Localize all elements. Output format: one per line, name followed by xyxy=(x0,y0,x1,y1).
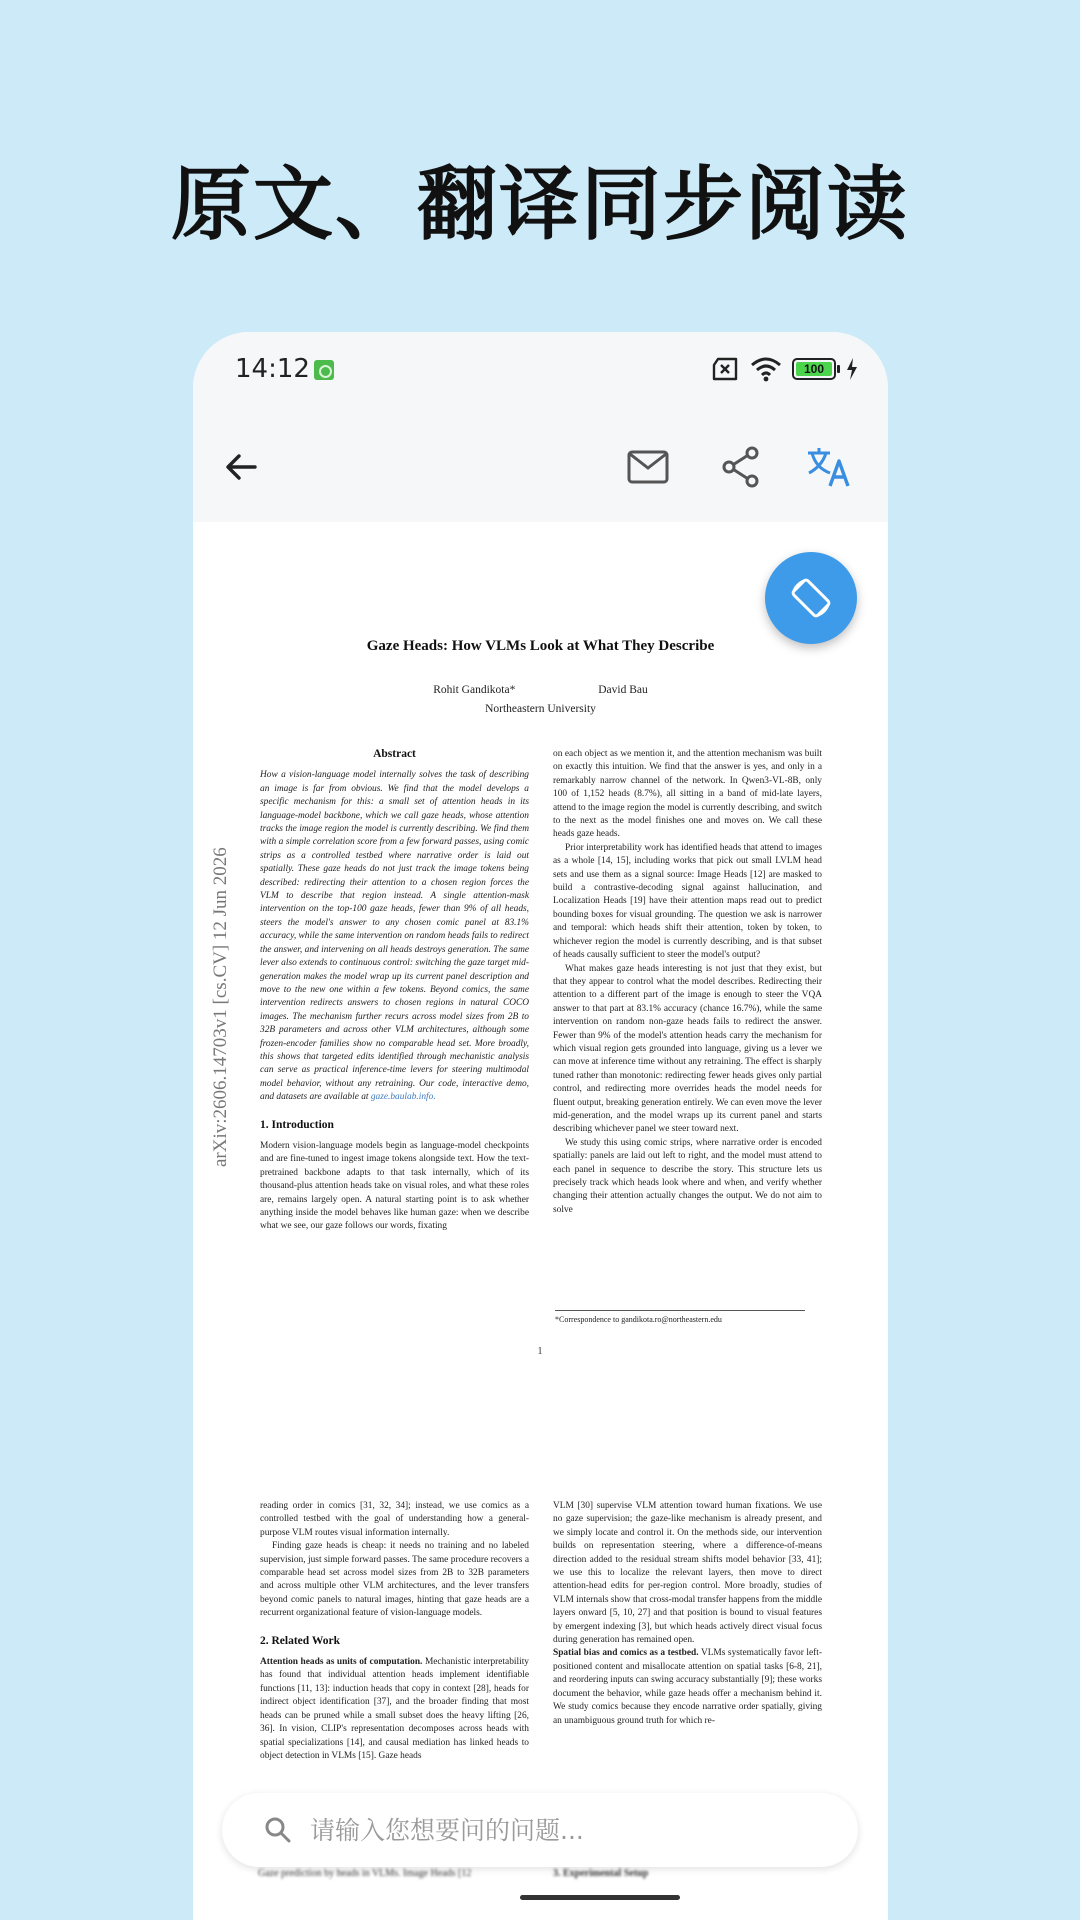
col2-paragraph-4: We study this using comic strips, where narrative order is encoded spatially: panels are laid out left to right, and the model must attend to each panel in sequence to describe the story. This structure lets us precisely track which heads look where and when, and verify whether changing their attention actually changes the output. We do not aim to solve xyxy=(553,1137,822,1215)
p2-col1-paragraph-2: Finding gaze heads is cheap: it needs no training and no labeled supervision, just simple forward passes. The same procedure recovers a comparable head set across model sizes from 2B to 32B parameters and across multiple other VLM architectures, and the lever transfers beyond comic panels to natural images, hinting that gaze heads are a recurrent organizational feature of vision-language models. xyxy=(260,1541,529,1619)
abstract-link[interactable]: gaze.baulab.info. xyxy=(370,1092,436,1103)
abstract-text: How a vision-language model internally solves the task of describing an image is far from obvious. We find that the model develops a specific mechanism for this: a small set of attention heads in its language-model backbone, which we call gaze heads, whose attention tracks the image region the model is currently describing. We find them with a simple correlation score from a few forward passes, using comic strips as a controlled testbed where narrative order is laid out spatially. These gaze heads do not just track the image tokens being described: redirecting their attention to a chosen region forces the VLM to describe that region instead. A single attention-mask intervention on the top-100 gaze heads, fewer than 9% of all heads, steers the model's answer to any chosen comic panel at 83.1% accuracy, while the same intervention on random heads fails to redirect the answer, and intervening on all heads destroys generation. The same lever also extends to continuous control: switching the gaze target mid-generation makes the model wrap up its current panel description and move to the new one within a few tokens. Beyond comics, the same intervention redirects answers to chosen regions in natural COCO images. The mechanism further recurs across model sizes from 2B to 32B parameters and across other VLM architectures, although some frozen-encoder families show no comparable head set. More broadly, this shows that targeted edits identified through mechanistic analysis can serve as practical inference-time levers for steering multimodal model behavior, without any retraining. Our code, interactive demo, and datasets are available at gaze.baulab.info. xyxy=(260,770,529,1103)
col2-paragraph-2: Prior interpretability work has identified heads that attend to images as a whole [14, 15], including works that pick out small LVLM head sets and use them as a signal source: Image Heads [12] are masked to build a contrastive-decoding signal against hallucination, and Localization Heads [19] have their attention maps read out to predict bounding boxes for visual grounding. The question we ask is narrower and temporal: which heads shift their attention, token by token, to whichever region the model is currently describing, and is that subset of heads causally sufficient to steer the model's output? xyxy=(553,842,822,961)
mail-icon xyxy=(627,450,669,484)
rotate-screen-button[interactable] xyxy=(765,552,857,644)
paper-affiliation: Northeastern University xyxy=(485,703,596,715)
screen-rotate-icon xyxy=(788,575,834,621)
toolbar xyxy=(193,412,888,522)
col2-paragraph-3: What makes gaze heads interesting is not just that they exist, but that they appear to control what the model describes. Redirecting their attention to a different part of the image is enough to steer the VQA answer to that part at 83.1% accuracy (chance 16.7%), while the same intervention on random non-gaze heads fails to redirect the answer. Fewer than 9% of the model's attention heads carry the mechanism for which visual region gets grounded into language, giving us a lever we can move at inference time without any retraining. The effect is sharply tuned rather than monotonic: redirecting fewer heads gives only partial control, and redirecting more overrides heads the model needs for fluent output, breaking generation entirely. We can even move the lever mid-generation, and the model wraps up its current panel and starts describing whichever panel we steer toward next. xyxy=(553,963,822,1135)
question-input[interactable] xyxy=(310,1816,790,1845)
page-number: 1 xyxy=(537,1346,543,1357)
footnote: *Correspondence to gandikota.ro@northeastern.edu xyxy=(555,1310,805,1324)
search-icon xyxy=(264,1816,292,1844)
paper-title: Gaze Heads: How VLMs Look at What They Describe xyxy=(366,638,715,654)
p2-col1-paragraph-1: reading order in comics [31, 32, 34]; instead, we use comics as a controlled testbed with the goal of understanding how a general-purpose VLM routes visual information internally. xyxy=(260,1501,529,1538)
p2-col2-paragraph-1: VLM [30] supervise VLM attention toward human fixations. We use no gaze supervision; the gaze-like mechanism is already present, and we simply locate and control it. On the methods side, our intervention builds on representation steering, where a difference-of-means direction added to the residual stream shifts model behavior [33, 41]; we use this to localize the relevant layers, then move to direct attention-head edits for per-region control. More broadly, studies of VLM internals show that cross-modal transfer happens from the middle layers onward [5, 10, 27] and that position is bound to visual features by emergent indexing [3], but which heads actively direct visual focus during generation has remained open. xyxy=(553,1501,822,1646)
mail-button[interactable] xyxy=(618,437,678,497)
related-work-heading: 2. Related Work xyxy=(260,1634,340,1647)
wechat-notification-icon xyxy=(314,360,334,380)
arxiv-identifier: arXiv:2606.14703v1 [cs.CV] 12 Jun 2026 xyxy=(210,847,231,1167)
status-icons xyxy=(710,354,858,384)
page2-right-column xyxy=(553,1500,822,1786)
paper-authors xyxy=(193,684,888,696)
share-icon xyxy=(721,446,761,488)
charging-icon xyxy=(846,358,858,380)
status-bar xyxy=(193,332,888,412)
abstract-heading: Abstract xyxy=(373,748,416,760)
blurred-text-right: 3. Experimental Setup xyxy=(553,1868,649,1879)
back-button[interactable] xyxy=(211,437,271,497)
home-indicator[interactable] xyxy=(520,1895,680,1900)
author-1: Rohit Gandikota* xyxy=(433,684,516,696)
promo-headline: 原文、翻译同步阅读 xyxy=(171,158,909,251)
wifi-icon xyxy=(750,356,782,382)
blurred-text-left: Gaze prediction by heads in VLMs. Image Heads [12 xyxy=(258,1868,472,1879)
page1-right-column xyxy=(553,748,822,1308)
arrow-left-icon xyxy=(223,449,259,485)
related-work-text: Attention heads as units of computation. Mechanistic interpretability has found that individual attention heads implement identifiable functions [11, 13]: induction heads that copy in context [28], heads for indirect object identification [37], and the broader finding that most heads can be pruned while a small subset does the heavy lifting [26, 36]. In vision, CLIP's representation decomposes across heads with spatial specializations [14], and causal mediation has linked heads to object detection in VLMs [15]. Gaze heads xyxy=(260,1657,529,1761)
page1-left-column xyxy=(260,748,529,1308)
translate-button[interactable] xyxy=(799,437,859,497)
share-button[interactable] xyxy=(711,437,771,497)
spatial-bias-text: Spatial bias and comics as a testbed. VLMs systematically favor left-positioned content and misallocate attention on spatial tasks [6-8, 21], and reordering inputs can swing accuracy substantially [9]; these works document the behavior, while gaze heads offer a mechanism behind it. We study comics because they encode narrative order spatially, giving an unambiguous ground truth for which re- xyxy=(553,1648,822,1726)
intro-heading: 1. Introduction xyxy=(260,1118,334,1131)
status-time: 14:12 xyxy=(235,354,310,384)
page2-left-column xyxy=(260,1500,529,1786)
battery-icon: 100 xyxy=(792,358,836,380)
author-2: David Bau xyxy=(598,684,648,696)
col2-paragraph-1: on each object as we mention it, and the attention mechanism was built on exactly this intuition. We find that the answer is yes, and only in a remarkably narrow channel of the network. In Qwen3-VL-8B, only 100 of 1,152 heads (8.7%), all sitting in a band of mid-late layers, attend to the image region the model is currently describing, and switch to the next as the model finishes one and moves on. We call these heads gaze heads. xyxy=(553,749,822,840)
no-sim-icon xyxy=(710,357,740,381)
question-search-bar[interactable] xyxy=(222,1793,858,1867)
translate-icon xyxy=(806,446,852,488)
intro-text: Modern vision-language models begin as language-model checkpoints and are fine-tuned to ingest image tokens alongside text. How the text-pretrained backbone adapts to that task internally, which of its thousand-plus attention heads take on visual roles, and what these roles are, remains largely open. A natural starting point is to ask whether anything inside the model behaves like human gaze: when we describe what we see, our gaze follows our words, fixating xyxy=(260,1140,529,1232)
